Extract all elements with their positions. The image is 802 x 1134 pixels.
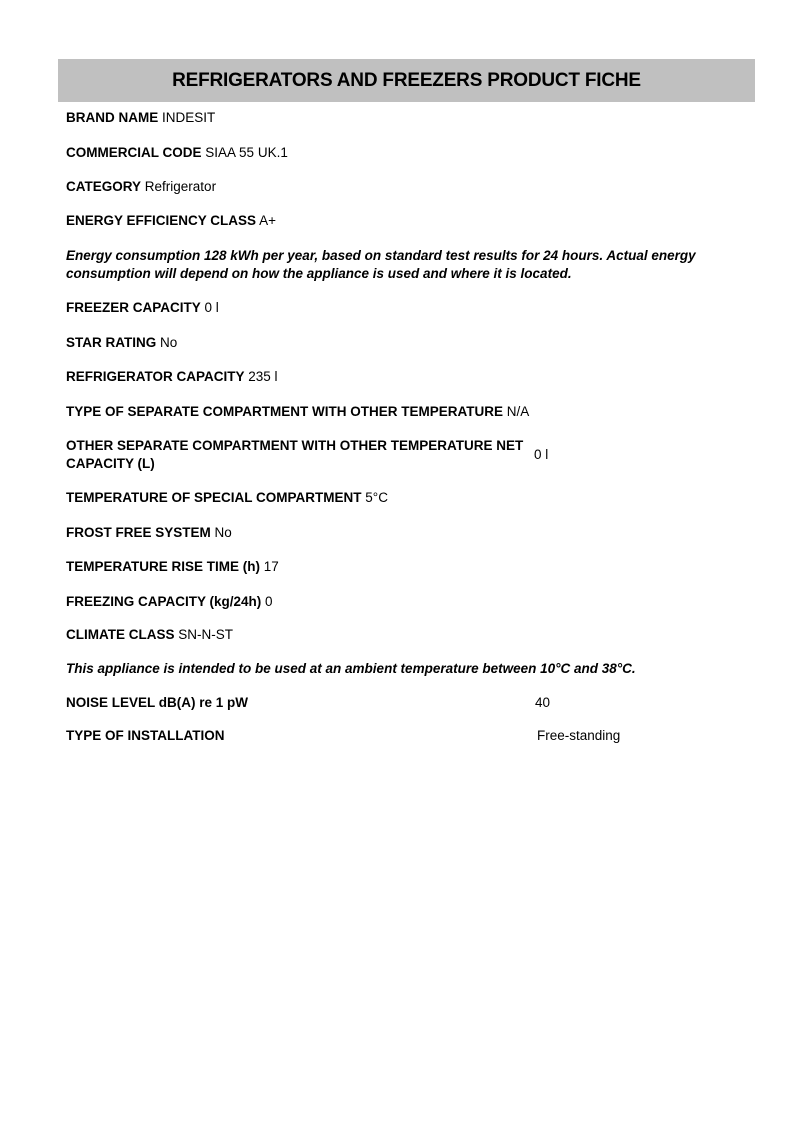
field-noise-level-label — [66, 694, 248, 711]
field-label: TYPE OF SEPARATE COMPARTMENT WITH OTHER TEMPERATURE — [66, 404, 503, 419]
field-value: 0 — [265, 594, 273, 609]
field-brand-name — [66, 109, 215, 126]
field-value: SN-N-ST — [178, 627, 234, 642]
field-value: 0 l — [204, 300, 219, 315]
field-star-rating — [66, 334, 177, 351]
field-label: COMMERCIAL CODE — [66, 145, 202, 160]
field-noise-level-value: 40 — [535, 695, 551, 710]
field-label-line2: CAPACITY (L) — [66, 456, 155, 471]
field-label: TYPE OF INSTALLATION — [66, 728, 225, 743]
field-label: STAR RATING — [66, 335, 157, 350]
field-special-compartment-temp — [66, 489, 388, 506]
field-label: CLIMATE CLASS — [66, 627, 175, 642]
field-other-compartment-capacity-label — [66, 437, 523, 473]
field-label: NOISE LEVEL dB(A) re 1 pW — [66, 695, 249, 710]
field-label: TEMPERATURE OF SPECIAL COMPARTMENT — [66, 490, 362, 505]
field-value: 235 l — [248, 369, 278, 384]
field-value: Refrigerator — [144, 179, 217, 194]
field-other-compartment-capacity-value: 0 l — [534, 447, 549, 462]
field-label: BRAND NAME — [66, 110, 159, 125]
energy-consumption-note: Energy consumption 128 kWh per year, based on standard test results for 24 hours. Actual energy consumption will depend on how the appliance is used and where it is located. — [66, 248, 696, 281]
field-value: INDESIT — [162, 110, 216, 125]
field-label: REFRIGERATOR CAPACITY — [66, 369, 245, 384]
field-label: ENERGY EFFICIENCY CLASS — [66, 213, 257, 228]
field-label-line1: OTHER SEPARATE COMPARTMENT WITH OTHER TEMPERATURE NET — [66, 438, 524, 453]
field-category — [66, 178, 216, 195]
field-separate-compartment-type — [66, 403, 529, 420]
field-refrigerator-capacity — [66, 368, 278, 385]
field-label: TEMPERATURE RISE TIME (h) — [66, 559, 260, 574]
field-temp-rise-time — [66, 558, 279, 575]
field-label: FROST FREE SYSTEM — [66, 525, 211, 540]
field-installation-type-label — [66, 727, 225, 744]
field-frost-free — [66, 524, 232, 541]
field-value: No — [160, 335, 178, 350]
field-value: A+ — [259, 213, 276, 228]
title-banner — [58, 59, 755, 102]
field-label: FREEZER CAPACITY — [66, 300, 201, 315]
ambient-temperature-note: This appliance is intended to be used at an ambient temperature between 10°C and 38°C. — [66, 661, 636, 676]
field-freezing-capacity — [66, 593, 273, 610]
field-value: No — [214, 525, 232, 540]
field-value: 17 — [263, 559, 279, 574]
field-label: CATEGORY — [66, 179, 142, 194]
field-value: N/A — [506, 404, 530, 419]
page-title: REFRIGERATORS AND FREEZERS PRODUCT FICHE — [172, 69, 641, 91]
field-value: 5°C — [365, 490, 388, 505]
field-climate-class — [66, 626, 233, 643]
field-freezer-capacity — [66, 299, 219, 316]
field-label: FREEZING CAPACITY (kg/24h) — [66, 594, 262, 609]
field-installation-type-value: Free-standing — [537, 728, 621, 743]
field-energy-class — [66, 212, 276, 229]
field-value: SIAA 55 UK.1 — [205, 145, 288, 160]
field-commercial-code — [66, 144, 288, 161]
